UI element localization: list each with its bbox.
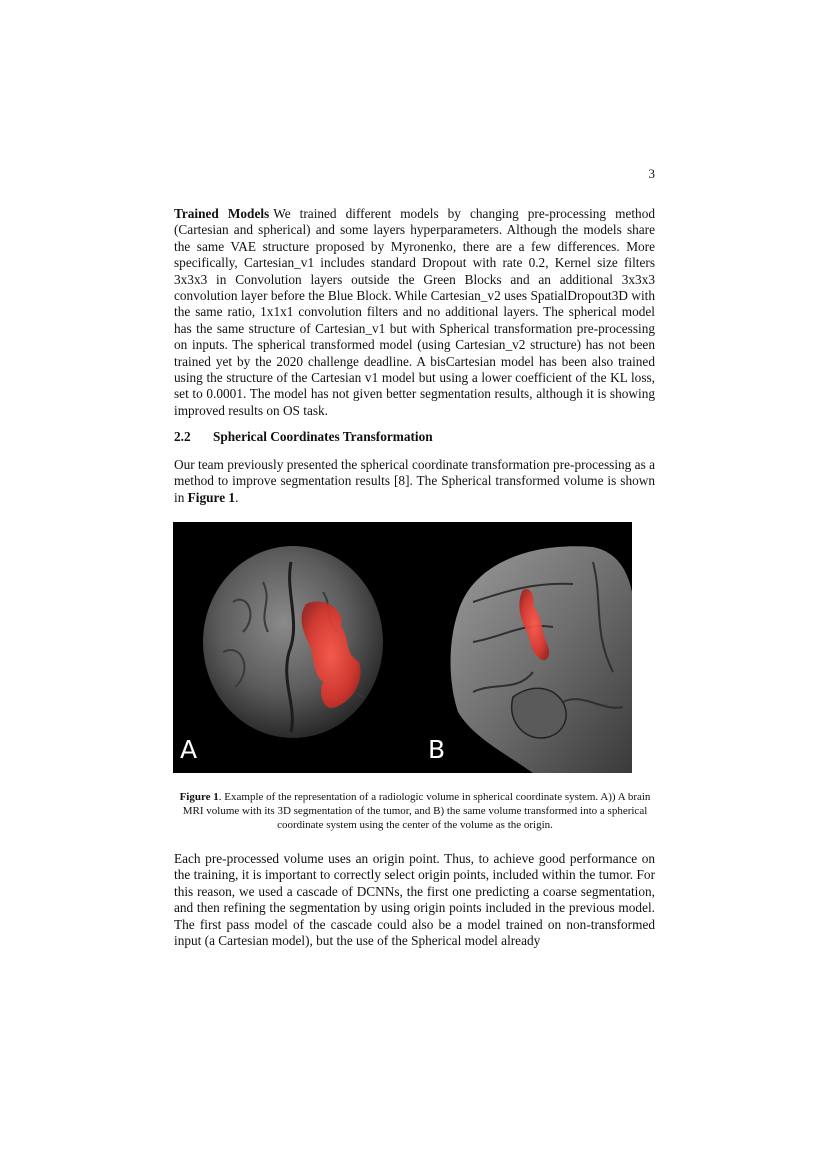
panel-b-label: B bbox=[428, 735, 446, 764]
run-in-heading: Trained Models bbox=[174, 206, 270, 221]
figure-1-image bbox=[173, 522, 632, 773]
caption-label: Figure 1 bbox=[179, 791, 219, 803]
brain-mri-illustration bbox=[173, 522, 632, 773]
paragraph-text: We trained different models by changing pre-processing method (Cartesian and spherical) and some layers hyperparameters. Although the models share the same VAE structure proposed by Myronenko, there are a few differences. More specifically, Cartesian_v1 includes standard Dropout with rate 0.2, Kernel size filters 3x3x3 in Convolution layers outside the Green Blocks and an additional 3x3x3 convolution layer before the Blue Block. While Cartesian_v2 uses SpatialDropout3D with the same ratio, 1x1x1 convolution filters and no additional layers. The spherical model has the same structure of Cartesian_v1 but with Spherical transformation pre-processing on inputs. The spherical transformed model (using Cartesian_v2 structure) has not been trained yet by the 2020 challenge deadline. A bisCartesian model has been also trained using the structure of the Cartesian v1 model but using a lower coefficient of the KL loss, set to 0.0001. The model has not given better segmentation results, although it is showing improved results on OS task. bbox=[174, 206, 655, 418]
section-number: 2.2 bbox=[174, 429, 191, 444]
panel-b-volume bbox=[451, 546, 633, 773]
panel-a-brain bbox=[203, 546, 383, 738]
paragraph-origin-points bbox=[174, 851, 655, 949]
paragraph-spherical-intro bbox=[174, 457, 655, 506]
paragraph-text: Our team previously presented the spherical coordinate transformation pre-processing as a method to improve segmentation results [8]. The Spherical transformed volume is shown in bbox=[174, 457, 655, 505]
section-heading bbox=[174, 429, 433, 445]
figure-caption bbox=[170, 790, 660, 833]
figure-reference: Figure 1 bbox=[187, 489, 236, 505]
panel-a-label: A bbox=[180, 735, 198, 764]
section-title: Spherical Coordinates Transformation bbox=[213, 429, 433, 444]
caption-text: . Example of the representation of a radiologic volume in spherical coordinate system. A)) A brain MRI volume with its 3D segmentation of the tumor, and B) the same volume transformed into a spherical coordinate system using the center of the volume as the origin. bbox=[182, 791, 651, 832]
paragraph-text: Each pre-processed volume uses an origin point. Thus, to achieve good performance on the training, it is important to correctly select origin points, included within the tumor. For this reason, we used a cascade of DCNNs, the first one predicting a coarse segmentation, and then refining the segmentation by using origin points included in the previous model. The first pass model of the cascade could also be a model trained on non-transformed input (a Cartesian model), but the use of the Spherical model already bbox=[174, 851, 655, 949]
paragraph-trained-models bbox=[174, 206, 655, 419]
page-number: 3 bbox=[648, 166, 655, 181]
paragraph-text-end: . bbox=[235, 489, 239, 505]
